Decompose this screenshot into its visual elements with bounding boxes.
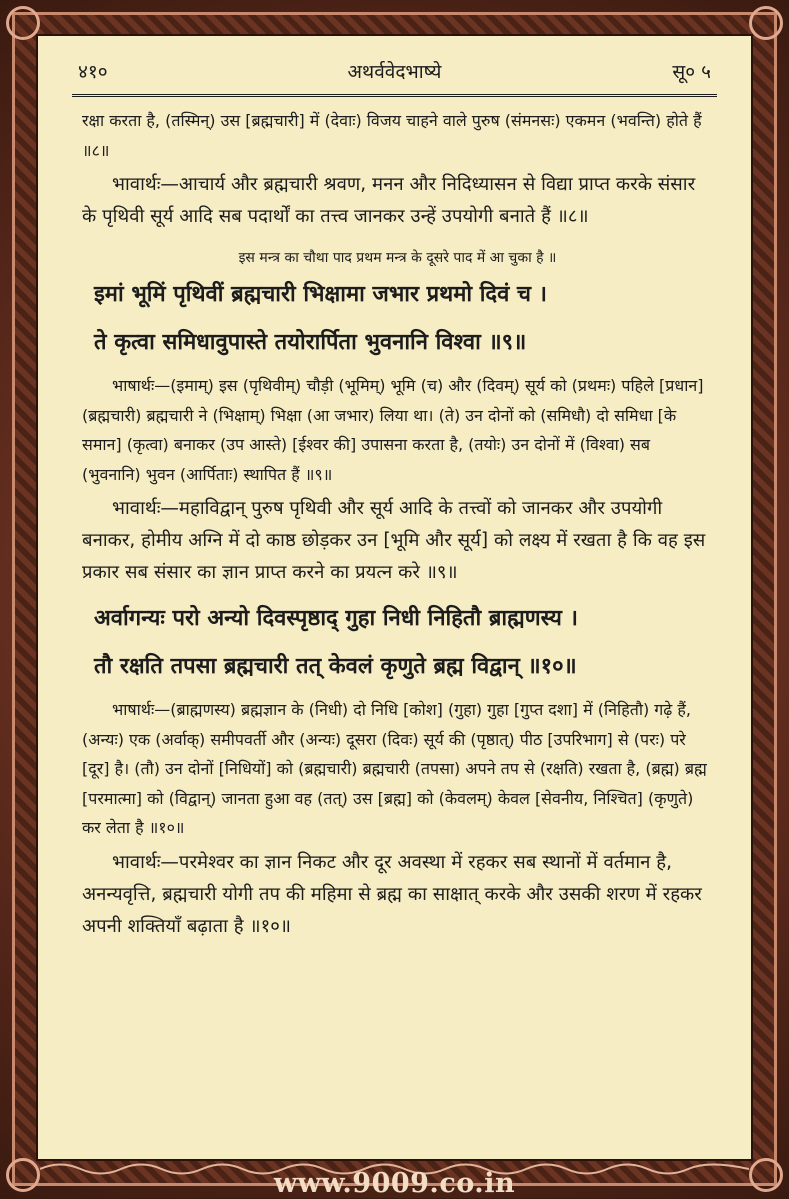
page-title: अथर्ववेदभाष्ये (347, 61, 442, 83)
corner-ornament-icon (749, 6, 783, 40)
mantra-line: इमां भूमिं पृथिवीं ब्रह्मचारी भिक्षामा जभार प्रथमो दिवं च । (94, 282, 547, 307)
mantra-line: ते कृत्वा समिधावुपास्ते तयोरार्पिता भुवनानि विश्वा ॥९॥ (94, 330, 527, 355)
note-line: इस मन्त्र का चौथा पाद प्रथम मन्त्र के दूसरे पाद में आ चुका है ॥ (238, 250, 557, 266)
section-label: सू० ५ (672, 61, 711, 83)
bhavartha-paragraph: भावार्थः—परमेश्वर का ज्ञान निकट और दूर अवस्था में रहकर सब स्थानों में वर्तमान है, अनन्यवृत्ति, ब्रह्मचारी योगी तप की महिमा से ब्रह्म का साक्षात् करके और उसकी शरण में रहकर अपनी शक्तियाँ बढ़ाता है ॥१०॥ (82, 851, 702, 937)
page-content (82, 106, 713, 943)
page-number: ४१० (78, 61, 108, 83)
page-header (78, 58, 711, 88)
page-sheet (36, 34, 753, 1161)
bhavartha-paragraph: भावार्थः—महाविद्वान् पुरुष पृथिवी और सूर्य आदि के तत्त्वों को जानकर और उपयोगी बनाकर, होमीय अग्नि में दो काष्ठ छोड़कर उन [भूमि और सूर्य] को लक्ष्य में रखता है कि वह इस प्रकार सब संसार का ज्ञान प्राप्त करने का प्रयत्न करे ॥९॥ (82, 498, 706, 583)
header-rule (72, 94, 717, 97)
mantra-line: तौ रक्षति तपसा ब्रह्मचारी तत् केवलं कृणुते ब्रह्म विद्वान् ॥१०॥ (94, 654, 577, 679)
website-footer: www.9009.co.in (273, 1168, 516, 1199)
bhasharth-paragraph: भाषार्थः—(ब्राह्मणस्य) ब्रह्मज्ञान के (निधी) दो निधि [कोश] (गुहा) गुहा [गुप्त दशा] में (निहितौ) गढ़े हैं, (अन्यः) एक (अर्वाक्) समीपवर्ती और (अन्यः) दूसरा (दिवः) सूर्य की (पृष्ठात्) पीठ [उपरिभाग] से (परः) परे [दूर] है। (तौ) उन दोनों [निधियों] को (ब्रह्मचारी) ब्रह्मचारी (तपसा) अपने तप से (रक्षति) रखता है, (ब्रह्म) ब्रह्म [परमात्मा] को (विद्वान्) जानता हुआ वह (तत्) उस [ब्रह्म] को (केवलम्) केवल [सेवनीय, निश्चित] (कृणुते) कर लेता है ॥१०॥ (82, 700, 707, 837)
bhasharth-paragraph: भाषार्थः—(इमाम्) इस (पृथिवीम्) चौड़ी (भूमिम्) भूमि (च) और (दिवम्) सूर्य को (प्रथमः) पहिले [प्रधान] (ब्रह्मचारी) ब्रह्मचारी ने (भिक्षाम्) भिक्षा (आ जभार) लिया था। (ते) उन दोनों को (समिधौ) दो समिधा [के समान] (कृत्वा) बनाकर (उप आस्ते) [ईश्वर की] उपासना करता है, (तयोः) उन दोनों में (विश्वा) सब (भुवनानि) भुवन (आर्पिताः) स्थापित हैं ॥९॥ (82, 376, 704, 484)
mantra-line: अर्वागन्यः परो अन्यो दिवस्पृष्ठाद् गुहा निधी निहितौ ब्राह्मणस्य । (94, 606, 578, 631)
bhavartha-paragraph: भावार्थः—आचार्य और ब्रह्मचारी श्रवण, मनन और निदिध्यासन से विद्या प्राप्त करके संसार के पृथिवी सूर्य आदि सब पदार्थों का तत्त्व जानकर उन्हें उपयोगी बनाते हैं ॥८॥ (82, 174, 696, 227)
text-paragraph: रक्षा करता है, (तस्मिन्) उस [ब्रह्मचारी] में (देवाः) विजय चाहने वाले पुरुष (संमनसः) एकमन (भवन्ति) होते हैं ॥८॥ (82, 111, 702, 160)
corner-ornament-icon (6, 6, 40, 40)
